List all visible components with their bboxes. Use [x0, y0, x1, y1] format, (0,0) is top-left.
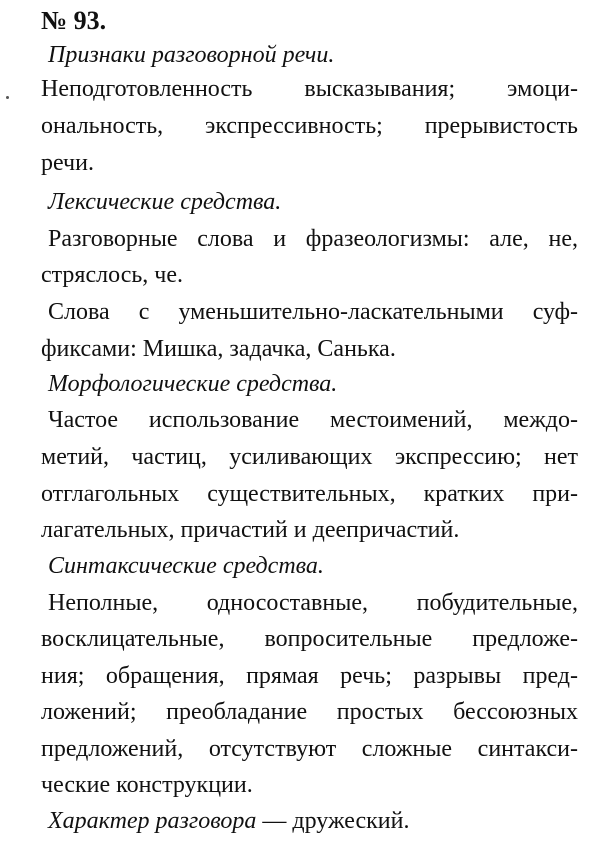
body-line: ложений; преобладание простых бессоюзных	[41, 699, 578, 725]
exercise-number: № 93.	[41, 6, 107, 35]
body-line: Неподготовленность высказывания; эмоци-	[41, 76, 578, 102]
body-line: Частое использование местоимений, междо-	[48, 407, 578, 433]
body-line: стряслось, че.	[41, 262, 184, 288]
body-line: метий, частиц, усиливающих экспрессию; нет	[41, 444, 578, 470]
body-line: ональность, экспрессивность; прерывистость	[41, 113, 578, 139]
body-line: лагательных, причастий и деепричастий.	[41, 517, 460, 543]
body-line: отглагольных существительных, кратких при-	[41, 481, 578, 507]
scan-speck	[6, 96, 9, 99]
body-line: ния; обращения, прямая речь; разрывы пред-	[41, 663, 578, 689]
conclusion-line	[48, 806, 578, 836]
section-heading-syntactic: Синтаксические средства.	[48, 553, 324, 579]
conclusion-label: Характер разговора	[48, 808, 257, 834]
conclusion-value: — дружеский.	[256, 808, 410, 834]
body-line: восклицательные, вопросительные предложе-	[41, 626, 578, 652]
section-heading-features: Признаки разговорной речи.	[48, 42, 335, 68]
section-heading-lexical: Лексические средства.	[48, 189, 282, 215]
section-heading-morphological: Морфологические средства.	[48, 371, 338, 397]
body-line: речи.	[41, 150, 94, 176]
body-line: ческие конструкции.	[41, 772, 253, 798]
body-line: предложений, отсутствуют сложные синтакси-	[41, 736, 578, 762]
body-line: Неполные, односоставные, побудительные,	[48, 590, 578, 616]
body-line: фиксами: Мишка, задачка, Санька.	[41, 336, 396, 362]
body-line: Слова с уменьшительно-ласкательными суф-	[48, 299, 578, 325]
body-line: Разговорные слова и фразеологизмы: але, не,	[48, 226, 578, 252]
